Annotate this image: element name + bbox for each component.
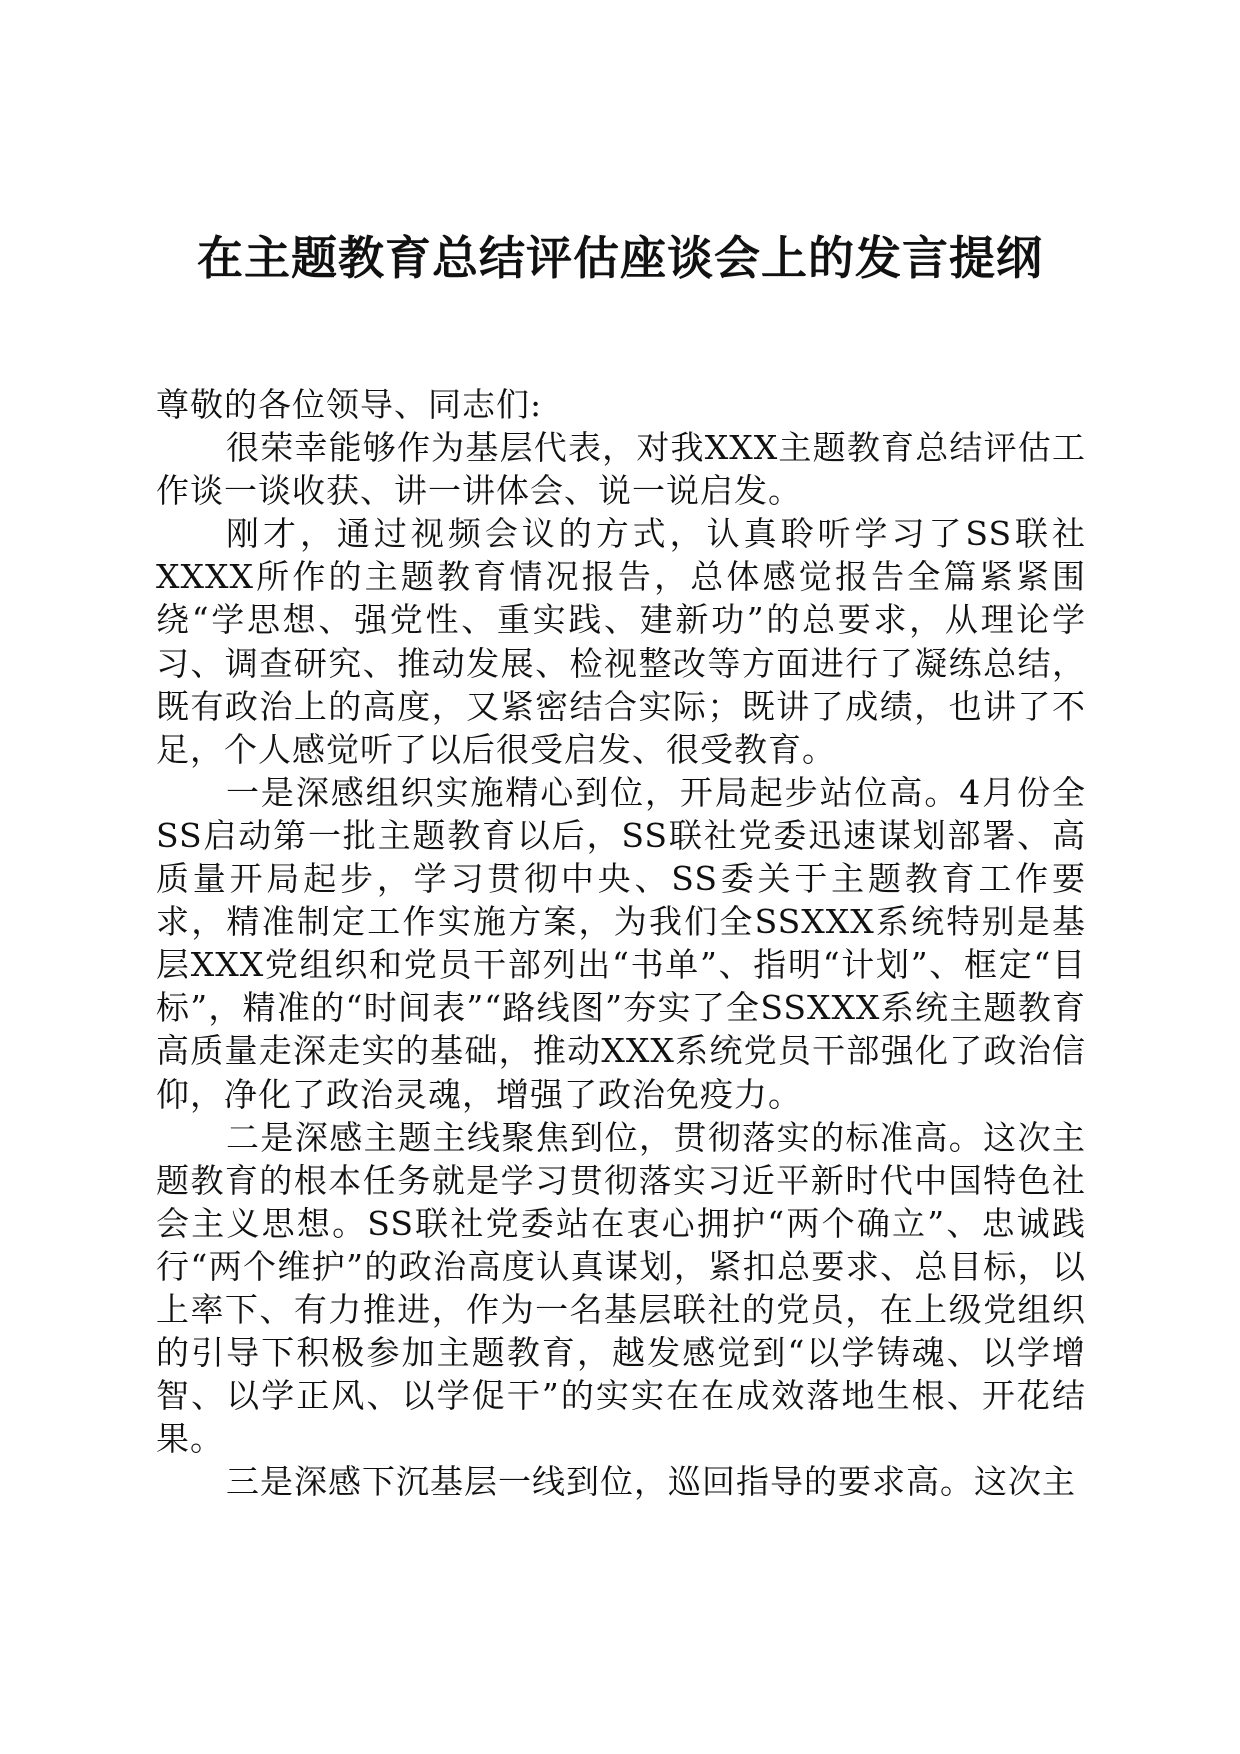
salutation: 尊敬的各位领导、同志们: [156,385,543,424]
document-title: 在主题教育总结评估座谈会上的发言提纲 [197,231,1043,285]
paragraph-point-three: 三是深感下沉基层一线到位，巡回指导的要求高。这次主 [226,1462,1076,1502]
paragraph-intro: 很荣幸能够作为基层代表，对我XXX主题教育总结评估工作谈一谈收获、讲一讲体会、说一说启发。 [156,428,1086,511]
document-body [156,383,1086,1503]
paragraph-report-impression: 刚才，通过视频会议的方式，认真聆听学习了SS联社XXXX所作的主题教育情况报告，总体感觉报告全篇紧紧围绕“学思想、强党性、重实践、建新功”的总要求，从理论学习、调查研究、推动发展、检视整改等方面进行了凝练总结，既有政治上的高度，又紧密结合实际；既讲了成绩，也讲了不足，个人感觉听了以后很受启发、很受教育。 [156,514,1086,769]
paragraph-point-two: 二是深感主题主线聚焦到位，贯彻落实的标准高。这次主题教育的根本任务就是学习贯彻落实习近平新时代中国特色社会主义思想。SS联社党委站在衷心拥护“两个确立”、忠诚践行“两个维护”的政治高度认真谋划，紧扣总要求、总目标，以上率下、有力推进，作为一名基层联社的党员，在上级党组织的引导下积极参加主题教育，越发感觉到“以学铸魂、以学增智、以学正风、以学促干”的实实在在成效落地生根、开花结果。 [156,1117,1086,1459]
paragraph-point-one: 一是深感组织实施精心到位，开局起步站位高。4月份全SS启动第一批主题教育以后，SS联社党委迅速谋划部署、高质量开局起步，学习贯彻中央、SS委关于主题教育工作要求，精准制定工作实施方案，为我们全SSXXX系统特别是基层XXX党组织和党员干部列出“书单”、指明“计划”、框定“目标”，精准的“时间表”“路线图”夯实了全SSXXX系统主题教育高质量走深走实的基础，推动XXX系统党员干部强化了政治信仰，净化了政治灵魂，增强了政治免疫力。 [156,772,1086,1114]
